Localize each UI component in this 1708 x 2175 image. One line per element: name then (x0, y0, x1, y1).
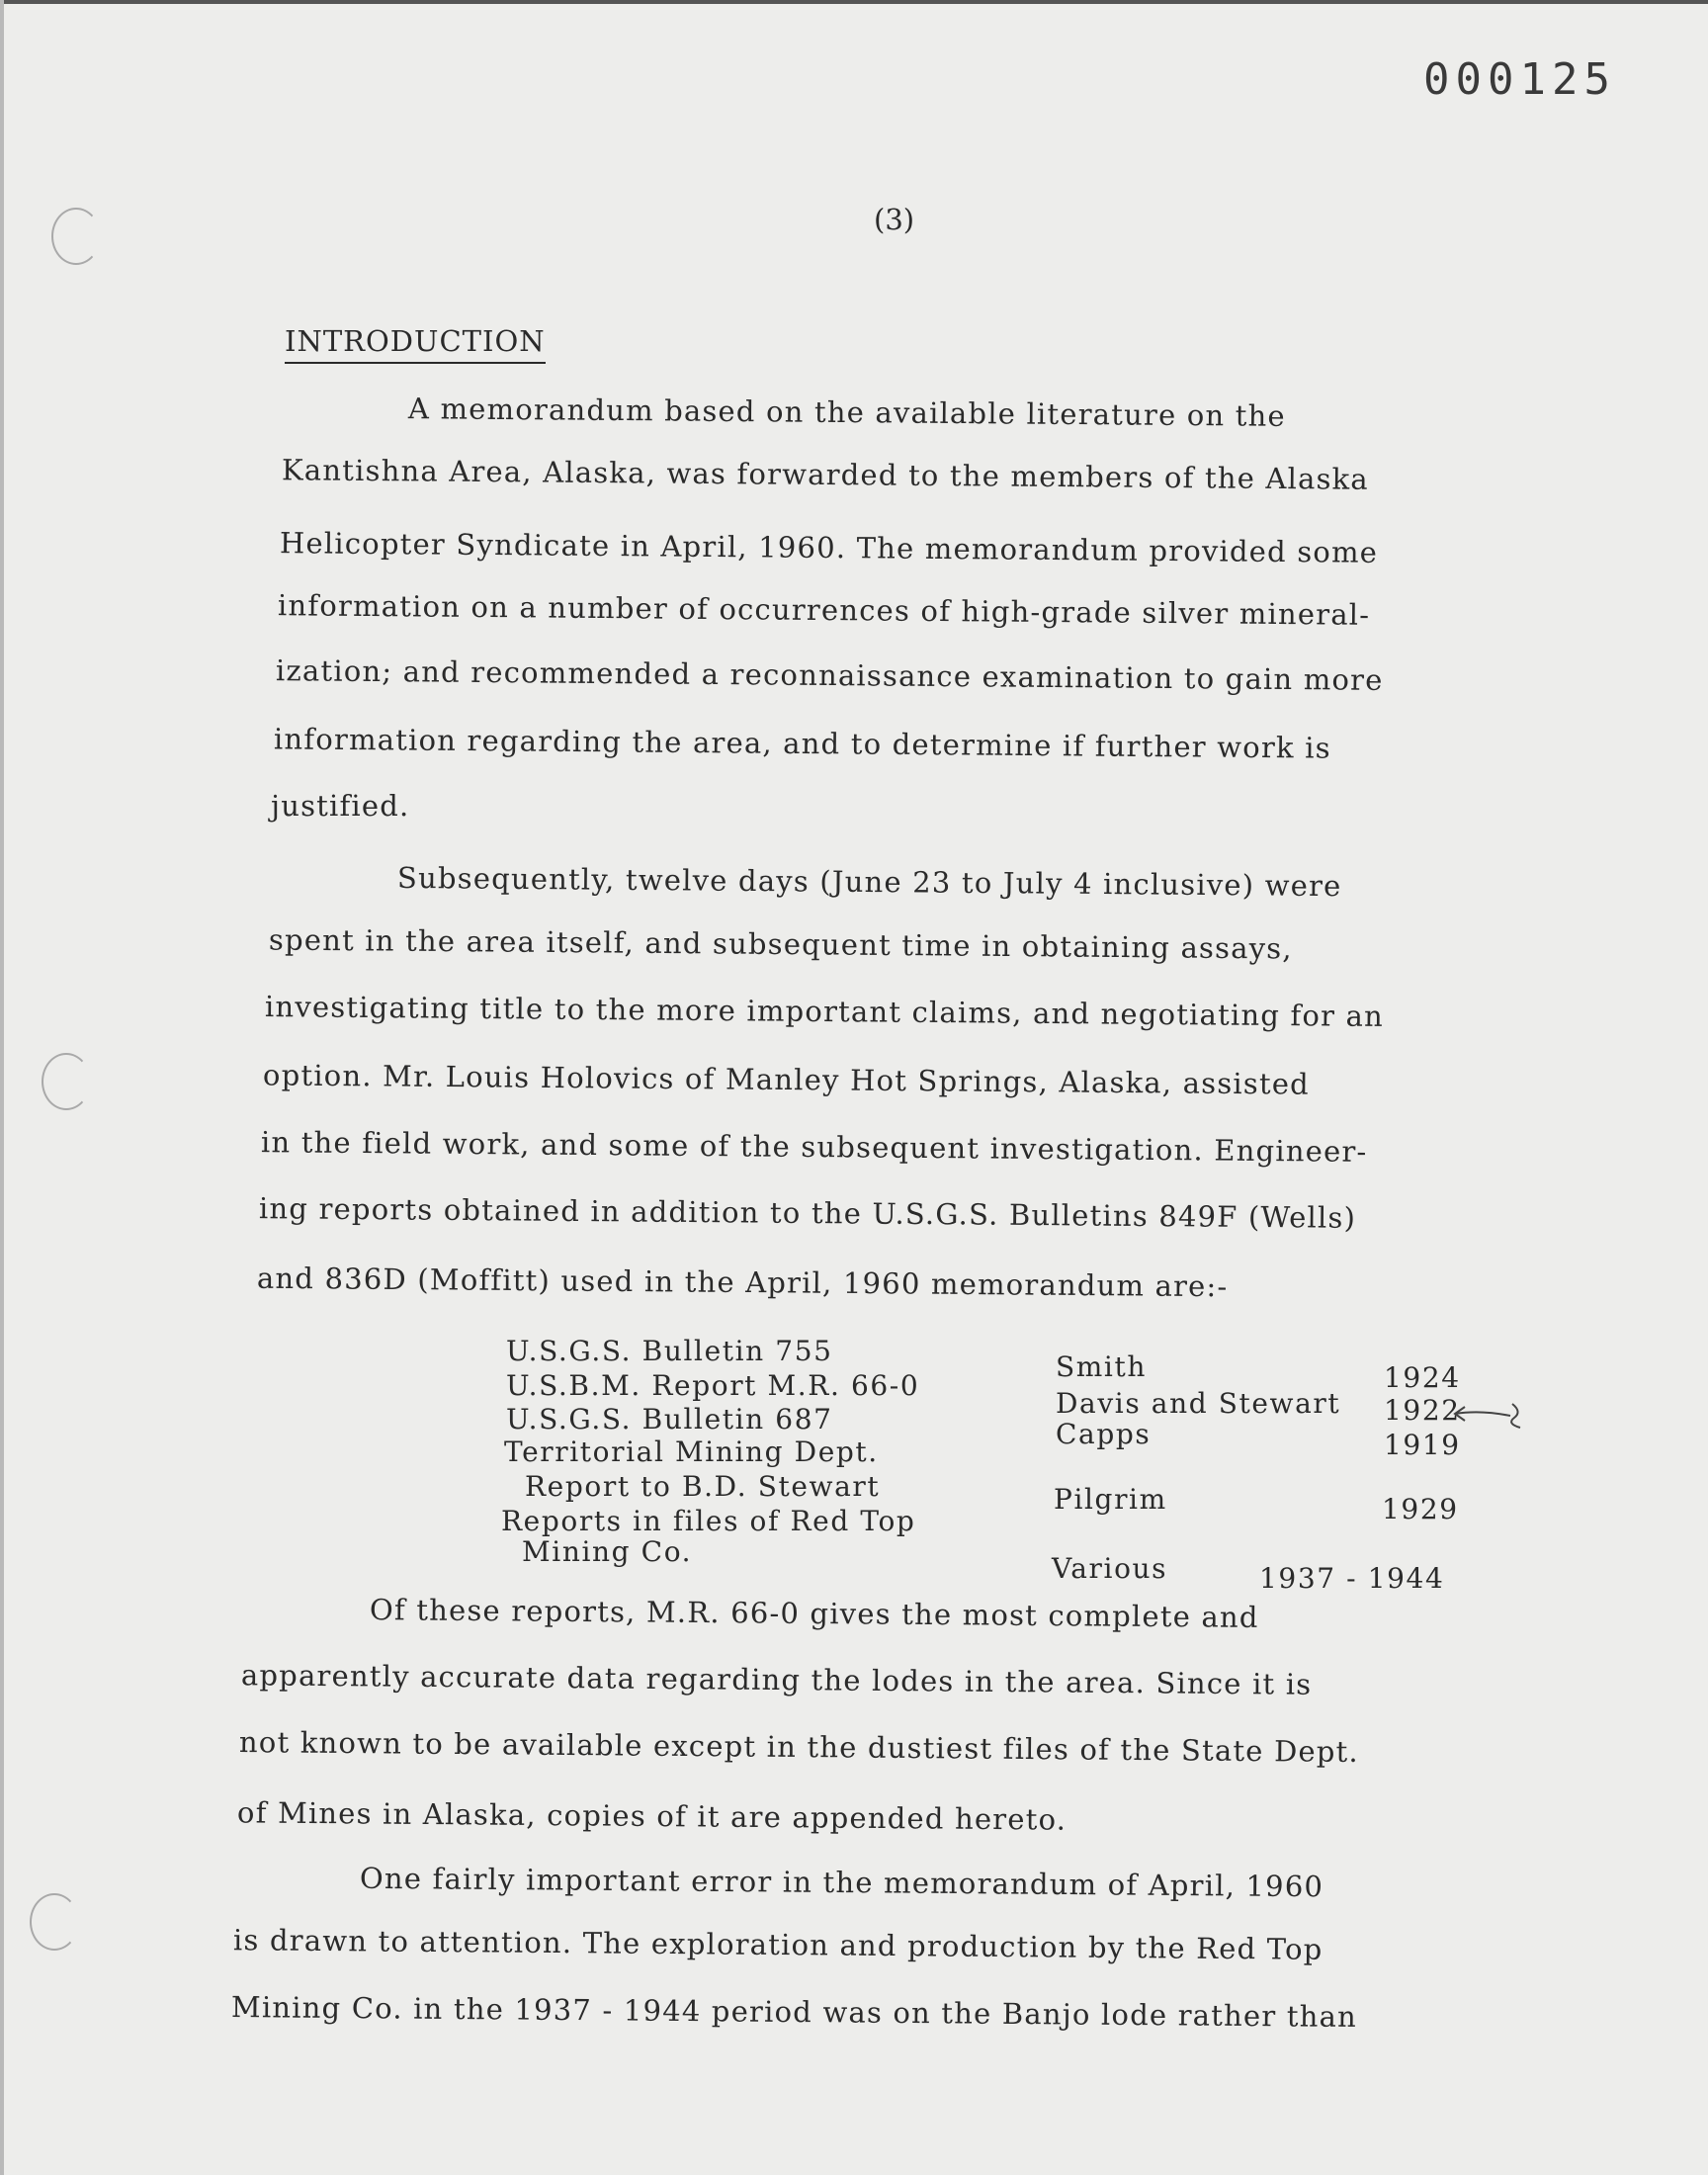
document-number: 000125 (1423, 54, 1616, 105)
reference-title: U.S.G.S. Bulletin 755 (506, 1335, 833, 1367)
para1-line: information on a number of occurrences of high-grade silver mineral- (277, 588, 1371, 632)
para3-line: apparently accurate data regarding the lodes in the area. Since it is (240, 1658, 1313, 1701)
reference-title: Report to B.D. Stewart (504, 1470, 881, 1503)
reference-title: U.S.G.S. Bulletin 687 (506, 1403, 833, 1436)
scan-edge-top (0, 0, 1708, 4)
reference-year: 1924 (1384, 1361, 1461, 1394)
para1-line: Kantishna Area, Alaska, was forwarded to the members of the Alaska (281, 453, 1370, 496)
page-number: (3) (874, 203, 915, 236)
reference-title: Mining Co. (501, 1535, 693, 1568)
scan-edge-left (0, 0, 4, 2175)
para2-line: Subsequently, twelve days (June 23 to July 4 inclusive) were (396, 860, 1342, 904)
reference-year: 1937 - 1944 (1259, 1562, 1445, 1595)
para1-line: ization; and recommended a reconnaissance examination to gain more (275, 653, 1384, 697)
para4-line: Mining Co. in the 1937 - 1944 period was on the Banjo lode rather than (230, 1990, 1358, 2034)
para1-line: information regarding the area, and to determine if further work is (273, 722, 1331, 765)
para3-line: Of these reports, M.R. 66-0 gives the most complete and (369, 1593, 1259, 1634)
para2-line: option. Mr. Louis Holovics of Manley Hot Springs, Alaska, assisted (262, 1058, 1311, 1101)
reference-author: Various (1052, 1552, 1168, 1585)
reference-year: 1919 (1384, 1429, 1461, 1461)
para3-line: not known to be available except in the dustiest files of the State Dept. (238, 1725, 1360, 1769)
handwritten-arrow-icon (1451, 1394, 1550, 1434)
para2-line: ing reports obtained in addition to the U.S.G.S. Bulletins 849F (Wells) (258, 1191, 1357, 1235)
para4-line: One fairly important error in the memorandum of April, 1960 (359, 1861, 1324, 1904)
reference-title: U.S.B.M. Report M.R. 66-0 (506, 1369, 920, 1402)
reference-author: Pilgrim (1054, 1483, 1167, 1516)
reference-year: 1929 (1382, 1493, 1459, 1525)
para1-line: A memorandum based on the available literature on the (407, 392, 1287, 433)
para1-line: Helicopter Syndicate in April, 1960. The memorandum provided some (279, 526, 1379, 569)
para4-line: is drawn to attention. The exploration and production by the Red Top (232, 1923, 1324, 1966)
reference-title: Reports in files of Red Top (501, 1505, 916, 1537)
section-heading: INTRODUCTION (285, 324, 546, 364)
para1-line: justified. (271, 789, 410, 823)
reference-author: Smith (1056, 1350, 1147, 1383)
reference-title: Territorial Mining Dept. (504, 1436, 879, 1468)
punch-hole-middle (42, 1053, 91, 1110)
punch-hole-top (51, 208, 101, 265)
para2-line: investigating title to the more important claims, and negotiating for an (264, 990, 1385, 1033)
para2-line: and 836D (Moffitt) used in the April, 1960 memorandum are:- (256, 1261, 1229, 1304)
punch-hole-bottom (30, 1893, 79, 1951)
reference-author: Capps (1056, 1418, 1152, 1450)
para3-line: of Mines in Alaska, copies of it are appended hereto. (236, 1795, 1068, 1837)
reference-year: 1922 (1384, 1394, 1461, 1427)
para2-line: in the field work, and some of the subsequent investigation. Engineer- (260, 1125, 1368, 1169)
reference-author: Davis and Stewart (1056, 1387, 1341, 1420)
para2-line: spent in the area itself, and subsequent time in obtaining assays, (268, 922, 1293, 966)
